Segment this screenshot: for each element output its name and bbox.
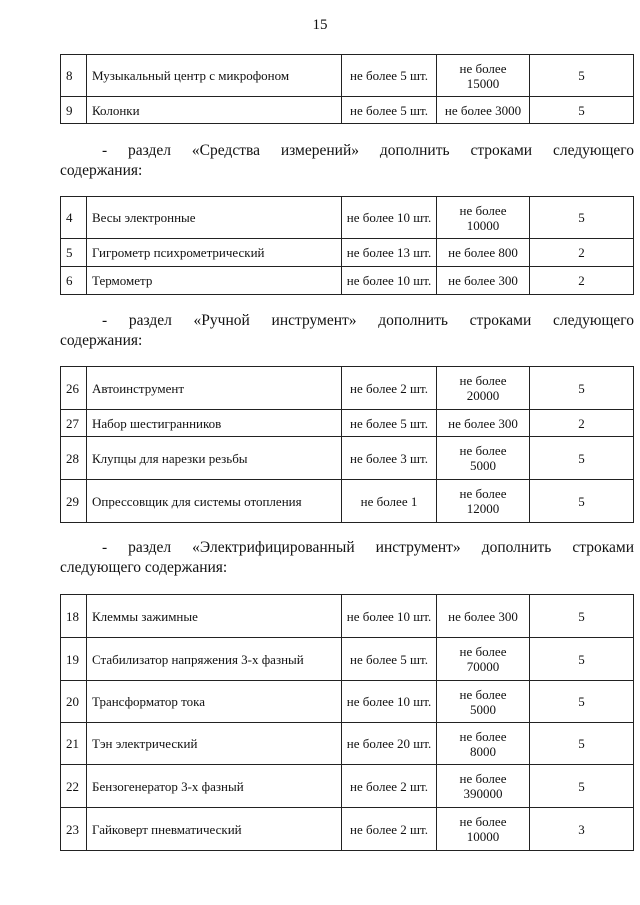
row-number: 29 (61, 480, 87, 523)
item-name: Стабилизатор напряжения 3-х фазный (87, 638, 342, 681)
paragraph-line: - раздел «Ручной инструмент» дополнить строками следующего (102, 312, 634, 329)
item-price (437, 595, 530, 638)
item-price (437, 55, 530, 97)
section-paragraph-hand-tools (60, 311, 634, 351)
item-quantity: не более 13 шт. (342, 239, 437, 267)
item-name: Трансформатор тока (87, 681, 342, 723)
item-value: 5 (530, 97, 634, 124)
item-quantity: не более 10 шт. (342, 681, 437, 723)
page-number: 15 (312, 17, 328, 33)
table-row (61, 681, 634, 723)
item-value: 5 (530, 197, 634, 239)
item-price (437, 681, 530, 723)
row-number: 21 (61, 723, 87, 765)
table-row (61, 765, 634, 808)
item-value: 5 (530, 480, 634, 523)
item-name: Колонки (87, 97, 342, 124)
item-price-text: не более 15000 (459, 60, 507, 91)
item-quantity: не более 1 (342, 480, 437, 523)
item-price-text: не более 390000 (459, 771, 507, 801)
item-quantity: не более 10 шт. (342, 595, 437, 638)
paragraph-line: - раздел «Электрифицированный инструмент» дополнить строками (102, 539, 634, 556)
table-hand-tools (60, 366, 634, 523)
table-row (61, 410, 634, 437)
item-quantity: не более 5 шт. (342, 97, 437, 124)
item-quantity: не более 5 шт. (342, 55, 437, 97)
paragraph-line: - раздел «Средства измерений» дополнить строками следующего (102, 142, 634, 159)
item-name: Клупцы для нарезки резьбы (87, 437, 342, 480)
table-row (61, 97, 634, 124)
item-quantity: не более 5 шт. (342, 410, 437, 437)
item-price (437, 367, 530, 410)
row-number: 6 (61, 267, 87, 295)
item-name: Набор шестигранников (87, 410, 342, 437)
item-value: 2 (530, 239, 634, 267)
row-number: 26 (61, 367, 87, 410)
item-price-text: не более 12000 (459, 486, 507, 516)
item-value: 3 (530, 808, 634, 851)
table-music-equipment (60, 54, 634, 124)
item-price-text: не более 300 (448, 608, 518, 624)
item-price-text: не более 20000 (459, 373, 507, 403)
item-value: 5 (530, 367, 634, 410)
item-name: Тэн электрический (87, 723, 342, 765)
row-number: 28 (61, 437, 87, 480)
table-row (61, 267, 634, 295)
item-quantity: не более 2 шт. (342, 808, 437, 851)
item-name: Гайковерт пневматический (87, 808, 342, 851)
paragraph-line: содержания: (60, 332, 143, 349)
item-name: Гигрометр психрометрический (87, 239, 342, 267)
table-row (61, 55, 634, 97)
item-value: 2 (530, 267, 634, 295)
item-price (437, 437, 530, 480)
item-price (437, 197, 530, 239)
item-value: 5 (530, 55, 634, 97)
item-price-text: не более 10000 (459, 202, 507, 233)
item-name: Клеммы зажимные (87, 595, 342, 638)
table-row (61, 239, 634, 267)
item-price-text: не более 10000 (459, 814, 507, 844)
item-price-text: не более 5000 (459, 686, 507, 717)
section-paragraph-measuring (60, 141, 634, 181)
table-row (61, 480, 634, 523)
item-price (437, 765, 530, 808)
table-electric-tools (60, 594, 634, 851)
row-number: 5 (61, 239, 87, 267)
item-quantity: не более 20 шт. (342, 723, 437, 765)
paragraph-line: содержания: (60, 162, 143, 179)
item-price-text: не более 70000 (459, 644, 507, 674)
item-value: 5 (530, 437, 634, 480)
item-price: не более 300 (437, 267, 530, 295)
table-row (61, 437, 634, 480)
item-name: Термометр (87, 267, 342, 295)
row-number: 23 (61, 808, 87, 851)
item-value: 2 (530, 410, 634, 437)
item-value: 5 (530, 723, 634, 765)
item-price (437, 723, 530, 765)
item-quantity: не более 2 шт. (342, 765, 437, 808)
paragraph-line: следующего содержания: (60, 559, 228, 576)
section-paragraph-electric-tools (60, 538, 634, 578)
row-number: 19 (61, 638, 87, 681)
item-price (437, 808, 530, 851)
item-quantity: не более 10 шт. (342, 267, 437, 295)
item-price-text: не более 5000 (459, 443, 507, 473)
item-value: 5 (530, 638, 634, 681)
item-name: Музыкальный центр с микрофоном (87, 55, 342, 97)
item-price: не более 3000 (437, 97, 530, 124)
item-price (437, 480, 530, 523)
item-price-text: не более 8000 (459, 728, 507, 759)
item-name: Опрессовщик для системы отопления (87, 480, 342, 523)
item-value: 5 (530, 681, 634, 723)
row-number: 18 (61, 595, 87, 638)
item-name: Бензогенератор 3-х фазный (87, 765, 342, 808)
table-row (61, 723, 634, 765)
item-price: не более 300 (437, 410, 530, 437)
item-value: 5 (530, 595, 634, 638)
item-price (437, 638, 530, 681)
item-value: 5 (530, 765, 634, 808)
item-quantity: не более 10 шт. (342, 197, 437, 239)
item-quantity: не более 3 шт. (342, 437, 437, 480)
table-measuring-instruments (60, 196, 634, 295)
row-number: 4 (61, 197, 87, 239)
row-number: 9 (61, 97, 87, 124)
row-number: 27 (61, 410, 87, 437)
row-number: 22 (61, 765, 87, 808)
table-row (61, 638, 634, 681)
table-row (61, 197, 634, 239)
row-number: 8 (61, 55, 87, 97)
table-row (61, 595, 634, 638)
item-name: Автоинструмент (87, 367, 342, 410)
item-price: не более 800 (437, 239, 530, 267)
item-quantity: не более 5 шт. (342, 638, 437, 681)
row-number: 20 (61, 681, 87, 723)
item-quantity: не более 2 шт. (342, 367, 437, 410)
table-row (61, 808, 634, 851)
item-name: Весы электронные (87, 197, 342, 239)
table-row (61, 367, 634, 410)
